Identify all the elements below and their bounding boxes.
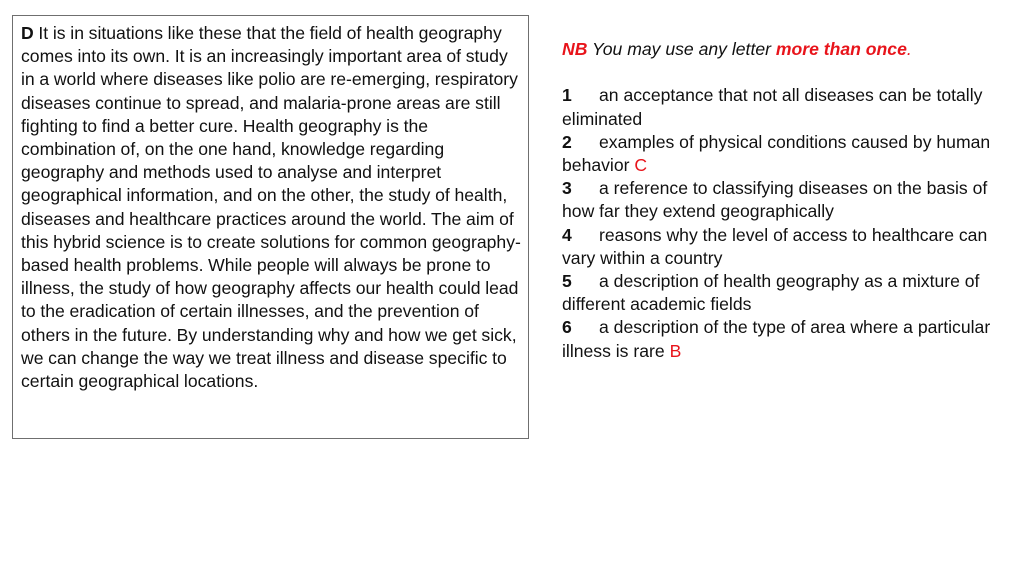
instructions-line bbox=[562, 38, 992, 61]
nb-label: NB bbox=[562, 39, 588, 59]
question-text: reasons why the level of access to healthcare can vary within a country bbox=[562, 224, 988, 268]
question-text: a description of health geography as a mixture of different academic fields bbox=[562, 271, 980, 315]
instructions-end: . bbox=[906, 39, 912, 59]
passage-paragraph bbox=[21, 22, 522, 393]
question-item bbox=[562, 177, 992, 223]
passage-letter: D bbox=[21, 23, 34, 43]
question-text: a reference to classifying diseases on the basis of how far they extend geographically bbox=[562, 178, 988, 222]
questions-panel bbox=[562, 38, 992, 363]
question-item bbox=[562, 224, 992, 270]
passage-text: It is in situations like these that the field of health geography comes into its own. It is an increasingly important area of study in a world where diseases like polio are re-emerging, respiratory diseases continue to spread, and malaria-prone areas are still fighting to find a better cure. Health geography is the combination of, on the one hand, knowledge regarding geography and methods used to analyse and interpret geographical information, and on the other, the study of health, diseases and healthcare practices around the world. The aim of this hybrid science is to create solutions for common geography-based health problems. While people will always be prone to illness, the study of how geography affects our health could lead to the eradication of certain illnesses, and the prevention of others in the future. By understanding why and how we get sick, we can change the way we treat illness and disease specific to certain geographical locations. bbox=[21, 23, 521, 392]
question-number: 2 bbox=[562, 131, 572, 152]
question-text: an acceptance that not all diseases can be totally eliminated bbox=[562, 85, 983, 129]
question-number: 5 bbox=[562, 271, 572, 292]
question-item bbox=[562, 131, 992, 177]
question-number: 4 bbox=[562, 224, 572, 245]
question-item bbox=[562, 316, 992, 362]
question-item bbox=[562, 84, 992, 130]
instructions-emphasis: more than once bbox=[775, 39, 907, 59]
question-text: a description of the type of area where a particular illness is rare bbox=[562, 317, 991, 361]
question-item bbox=[562, 270, 992, 316]
instructions-text: You may use any letter bbox=[592, 39, 771, 59]
question-number: 1 bbox=[562, 85, 572, 106]
question-number: 3 bbox=[562, 178, 572, 199]
passage-box bbox=[12, 15, 529, 439]
question-text: examples of physical conditions caused by human behavior bbox=[562, 131, 991, 175]
question-answer: B bbox=[669, 340, 682, 361]
question-answer: C bbox=[634, 155, 648, 175]
question-number: 6 bbox=[562, 317, 572, 338]
